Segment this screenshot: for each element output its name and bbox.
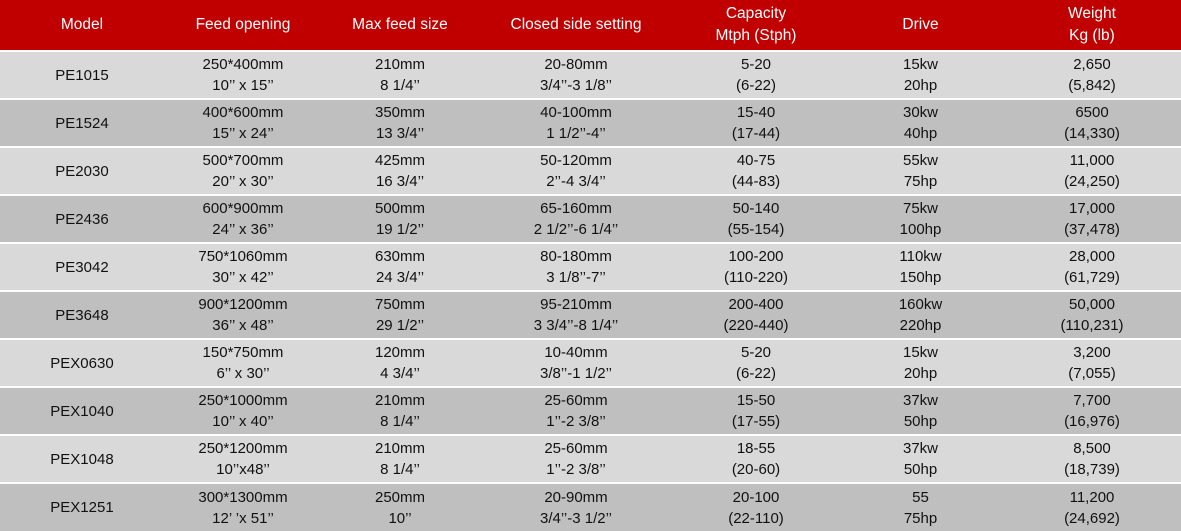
cell-feed-opening-feed-mm: 250*1000mm bbox=[198, 392, 288, 409]
cell-max-feed-size bbox=[322, 195, 478, 243]
cell-weight-weight-lb: (61,729) bbox=[1064, 269, 1120, 286]
header-row bbox=[0, 0, 1181, 51]
cell-max-feed-size bbox=[322, 243, 478, 291]
cell-max-feed-size bbox=[322, 435, 478, 483]
cell-max-feed-size bbox=[322, 339, 478, 387]
cell-drive bbox=[838, 291, 1003, 339]
cell-drive bbox=[838, 99, 1003, 147]
header-capacity-line1: Capacity bbox=[725, 5, 787, 22]
cell-drive bbox=[838, 243, 1003, 291]
cell-weight-weight-kg: 11,000 bbox=[1069, 152, 1115, 169]
cell-closed-side-setting bbox=[478, 483, 674, 531]
cell-drive-drive-kw: 55 bbox=[912, 488, 929, 506]
cell-feed-opening-feed-in: 15’’ x 24’’ bbox=[212, 125, 274, 142]
cell-feed-opening-feed-in: 10’’ x 40’’ bbox=[212, 413, 274, 430]
cell-drive bbox=[838, 147, 1003, 195]
cell-feed-opening-feed-mm: 900*1200mm bbox=[198, 296, 288, 313]
header-capacity bbox=[674, 0, 838, 51]
cell-feed-opening bbox=[164, 291, 322, 339]
cell-capacity-cap-st: (20-60) bbox=[731, 461, 781, 478]
cell-max-feed-size bbox=[322, 147, 478, 195]
cell-model bbox=[0, 147, 164, 195]
cell-max-feed-size-max-in: 4 3/4’’ bbox=[380, 365, 420, 382]
header-capacity-line2: Mtph (Stph) bbox=[715, 27, 797, 44]
cell-weight-weight-kg: 7,700 bbox=[1073, 392, 1111, 409]
cell-weight-weight-kg: 28,000 bbox=[1069, 248, 1115, 265]
cell-feed-opening-feed-mm: 300*1300mm bbox=[198, 488, 288, 506]
cell-closed-side-setting-css-in: 3 1/8’’-7’’ bbox=[546, 269, 606, 286]
cell-feed-opening-feed-mm: 150*750mm bbox=[202, 344, 284, 361]
cell-max-feed-size bbox=[322, 99, 478, 147]
cell-drive bbox=[838, 387, 1003, 435]
cell-closed-side-setting bbox=[478, 435, 674, 483]
cell-drive-drive-hp: 50hp bbox=[903, 413, 938, 430]
cell-model-model: PE3042 bbox=[55, 258, 109, 276]
cell-closed-side-setting-css-in: 2 1/2’’-6 1/4’’ bbox=[533, 221, 619, 238]
cell-drive-drive-kw: 55kw bbox=[902, 152, 939, 169]
cell-max-feed-size bbox=[322, 51, 478, 99]
table-body bbox=[0, 51, 1181, 531]
cell-feed-opening bbox=[164, 147, 322, 195]
cell-weight-weight-kg: 8,500 bbox=[1073, 440, 1111, 457]
cell-max-feed-size-max-mm: 210mm bbox=[374, 440, 426, 457]
cell-max-feed-size-max-mm: 425mm bbox=[374, 152, 426, 169]
table-row bbox=[0, 387, 1181, 435]
cell-max-feed-size-max-in: 10’’ bbox=[388, 509, 412, 527]
cell-capacity-cap-mt: 5-20 bbox=[740, 56, 772, 73]
cell-drive-drive-hp: 75hp bbox=[903, 173, 938, 190]
cell-capacity-cap-mt: 15-40 bbox=[736, 104, 776, 121]
cell-model-model: PEX0630 bbox=[50, 354, 114, 372]
cell-feed-opening-feed-mm: 600*900mm bbox=[202, 200, 284, 217]
cell-closed-side-setting-css-mm: 40-100mm bbox=[540, 104, 612, 121]
cell-model-model: PE3648 bbox=[55, 306, 109, 324]
header-max-feed-size: Max feed size bbox=[322, 0, 478, 51]
cell-drive-drive-kw: 30kw bbox=[902, 104, 939, 121]
cell-drive-drive-kw: 15kw bbox=[902, 56, 939, 73]
cell-weight bbox=[1003, 435, 1181, 483]
cell-drive-drive-hp: 20hp bbox=[903, 365, 938, 382]
cell-drive-drive-kw: 15kw bbox=[902, 344, 939, 361]
cell-max-feed-size-max-in: 13 3/4’’ bbox=[375, 125, 425, 142]
cell-max-feed-size-max-in: 16 3/4’’ bbox=[375, 173, 425, 190]
cell-drive bbox=[838, 339, 1003, 387]
cell-weight-weight-lb: (5,842) bbox=[1068, 77, 1116, 94]
cell-model-model: PE2030 bbox=[55, 162, 109, 180]
cell-weight-weight-lb: (7,055) bbox=[1068, 365, 1116, 382]
cell-weight-weight-lb: (14,330) bbox=[1064, 125, 1120, 142]
cell-feed-opening-feed-in: 36’’ x 48’’ bbox=[212, 317, 274, 334]
cell-feed-opening-feed-in: 10’’ x 15’’ bbox=[212, 77, 274, 94]
cell-capacity bbox=[674, 435, 838, 483]
cell-capacity-cap-st: (6-22) bbox=[735, 77, 776, 94]
cell-feed-opening-feed-in: 20’’ x 30’’ bbox=[212, 173, 274, 190]
cell-model-model: PEX1048 bbox=[50, 450, 114, 468]
cell-closed-side-setting-css-mm: 20-90mm bbox=[544, 488, 608, 506]
cell-weight bbox=[1003, 99, 1181, 147]
cell-max-feed-size-max-in: 8 1/4’’ bbox=[380, 413, 420, 430]
cell-weight bbox=[1003, 243, 1181, 291]
cell-capacity bbox=[674, 339, 838, 387]
cell-weight bbox=[1003, 483, 1181, 531]
cell-max-feed-size-max-mm: 120mm bbox=[374, 344, 426, 361]
cell-weight bbox=[1003, 195, 1181, 243]
cell-drive bbox=[838, 435, 1003, 483]
cell-feed-opening-feed-in: 10’’x48’’ bbox=[216, 461, 270, 478]
cell-capacity-cap-mt: 15-50 bbox=[736, 392, 776, 409]
cell-max-feed-size-max-mm: 500mm bbox=[374, 200, 426, 217]
cell-drive-drive-hp: 40hp bbox=[903, 125, 938, 142]
cell-weight-weight-kg: 17,000 bbox=[1069, 200, 1115, 217]
cell-model bbox=[0, 99, 164, 147]
cell-weight bbox=[1003, 387, 1181, 435]
cell-capacity bbox=[674, 99, 838, 147]
table-row bbox=[0, 483, 1181, 531]
header-closed-side-setting: Closed side setting bbox=[478, 0, 674, 51]
cell-model bbox=[0, 387, 164, 435]
header-weight-line2: Kg (lb) bbox=[1069, 27, 1115, 44]
cell-capacity bbox=[674, 243, 838, 291]
cell-max-feed-size bbox=[322, 483, 478, 531]
cell-max-feed-size-max-mm: 210mm bbox=[374, 392, 426, 409]
cell-model bbox=[0, 195, 164, 243]
cell-feed-opening-feed-in: 30’’ x 42’’ bbox=[212, 269, 274, 286]
table-row bbox=[0, 339, 1181, 387]
cell-feed-opening bbox=[164, 243, 322, 291]
table-row bbox=[0, 99, 1181, 147]
cell-feed-opening-feed-mm: 750*1060mm bbox=[198, 248, 288, 265]
cell-weight-weight-lb: (24,692) bbox=[1064, 509, 1120, 527]
cell-feed-opening bbox=[164, 51, 322, 99]
cell-closed-side-setting-css-in: 1’’-2 3/8’’ bbox=[546, 413, 606, 430]
cell-capacity bbox=[674, 147, 838, 195]
cell-feed-opening-feed-in: 6’’ x 30’’ bbox=[216, 365, 270, 382]
cell-closed-side-setting-css-mm: 80-180mm bbox=[540, 248, 612, 265]
cell-weight-weight-kg: 50,000 bbox=[1069, 296, 1115, 313]
cell-max-feed-size-max-in: 8 1/4’’ bbox=[380, 77, 420, 94]
cell-weight bbox=[1003, 291, 1181, 339]
cell-weight-weight-kg: 2,650 bbox=[1073, 56, 1111, 73]
cell-closed-side-setting-css-mm: 25-60mm bbox=[544, 440, 608, 457]
cell-feed-opening-feed-mm: 250*400mm bbox=[202, 56, 284, 73]
cell-drive bbox=[838, 483, 1003, 531]
cell-capacity bbox=[674, 387, 838, 435]
cell-max-feed-size-max-mm: 250mm bbox=[374, 488, 426, 506]
cell-closed-side-setting-css-in: 3 3/4’’-8 1/4’’ bbox=[533, 317, 619, 334]
cell-feed-opening bbox=[164, 99, 322, 147]
cell-closed-side-setting bbox=[478, 51, 674, 99]
cell-model-model: PEX1040 bbox=[50, 402, 114, 420]
cell-feed-opening bbox=[164, 339, 322, 387]
cell-capacity-cap-mt: 100-200 bbox=[728, 248, 784, 265]
cell-drive-drive-hp: 50hp bbox=[903, 461, 938, 478]
cell-drive-drive-hp: 75hp bbox=[903, 509, 938, 527]
cell-capacity-cap-mt: 5-20 bbox=[740, 344, 772, 361]
table-row bbox=[0, 291, 1181, 339]
cell-capacity-cap-st: (22-110) bbox=[728, 509, 784, 527]
cell-closed-side-setting-css-mm: 50-120mm bbox=[540, 152, 612, 169]
cell-capacity bbox=[674, 51, 838, 99]
cell-capacity-cap-mt: 18-55 bbox=[736, 440, 776, 457]
cell-closed-side-setting bbox=[478, 99, 674, 147]
cell-feed-opening-feed-mm: 500*700mm bbox=[202, 152, 284, 169]
table-row bbox=[0, 147, 1181, 195]
cell-capacity-cap-st: (6-22) bbox=[735, 365, 776, 382]
header-weight bbox=[1003, 0, 1181, 51]
cell-max-feed-size-max-in: 19 1/2’’ bbox=[375, 221, 425, 238]
cell-weight-weight-lb: (24,250) bbox=[1064, 173, 1120, 190]
table-row bbox=[0, 195, 1181, 243]
cell-model-model: PE1524 bbox=[55, 114, 109, 132]
table-row bbox=[0, 51, 1181, 99]
cell-weight-weight-lb: (110,231) bbox=[1060, 317, 1124, 334]
cell-drive bbox=[838, 195, 1003, 243]
cell-max-feed-size-max-mm: 210mm bbox=[374, 56, 426, 73]
cell-model-model: PE1015 bbox=[55, 66, 109, 84]
cell-drive-drive-kw: 110kw bbox=[899, 248, 942, 265]
cell-closed-side-setting-css-mm: 10-40mm bbox=[544, 344, 608, 361]
cell-drive-drive-kw: 75kw bbox=[902, 200, 939, 217]
cell-closed-side-setting-css-mm: 20-80mm bbox=[544, 56, 608, 73]
cell-closed-side-setting bbox=[478, 147, 674, 195]
header-weight-line1: Weight bbox=[1068, 5, 1116, 22]
cell-closed-side-setting bbox=[478, 339, 674, 387]
cell-model bbox=[0, 339, 164, 387]
cell-capacity bbox=[674, 483, 838, 531]
cell-capacity-cap-st: (220-440) bbox=[723, 317, 789, 334]
header-feed-opening: Feed opening bbox=[164, 0, 322, 51]
cell-capacity bbox=[674, 291, 838, 339]
cell-weight-weight-lb: (37,478) bbox=[1064, 221, 1120, 238]
cell-feed-opening-feed-in: 24’’ x 36’’ bbox=[212, 221, 274, 238]
cell-drive-drive-kw: 37kw bbox=[902, 392, 939, 409]
cell-weight-weight-kg: 6500 bbox=[1075, 104, 1109, 121]
cell-weight bbox=[1003, 147, 1181, 195]
cell-closed-side-setting-css-in: 3/4’’-3 1/2’’ bbox=[540, 509, 612, 527]
cell-closed-side-setting-css-in: 3/4’’-3 1/8’’ bbox=[540, 77, 612, 94]
cell-capacity-cap-mt: 200-400 bbox=[728, 296, 784, 313]
cell-feed-opening bbox=[164, 195, 322, 243]
header-model: Model bbox=[0, 0, 164, 51]
cell-capacity-cap-st: (17-55) bbox=[731, 413, 781, 430]
cell-weight-weight-kg: 11,200 bbox=[1069, 488, 1115, 506]
cell-max-feed-size bbox=[322, 387, 478, 435]
cell-capacity-cap-st: (55-154) bbox=[727, 221, 785, 238]
cell-feed-opening bbox=[164, 435, 322, 483]
cell-closed-side-setting bbox=[478, 291, 674, 339]
cell-closed-side-setting-css-in: 1 1/2’’-4’’ bbox=[546, 125, 606, 142]
cell-drive-drive-kw: 37kw bbox=[902, 440, 939, 457]
cell-model bbox=[0, 435, 164, 483]
table-row bbox=[0, 243, 1181, 291]
cell-weight-weight-lb: (16,976) bbox=[1064, 413, 1120, 430]
cell-feed-opening-feed-mm: 400*600mm bbox=[202, 104, 284, 121]
cell-max-feed-size-max-mm: 350mm bbox=[374, 104, 426, 121]
cell-max-feed-size-max-in: 29 1/2’’ bbox=[375, 317, 425, 334]
cell-model bbox=[0, 243, 164, 291]
cell-drive bbox=[838, 51, 1003, 99]
cell-model-model: PE2436 bbox=[55, 210, 109, 228]
cell-model bbox=[0, 483, 164, 531]
cell-model bbox=[0, 291, 164, 339]
cell-closed-side-setting-css-in: 2’’-4 3/4’’ bbox=[546, 173, 606, 190]
cell-closed-side-setting-css-in: 1’’-2 3/8’’ bbox=[546, 461, 606, 478]
cell-weight bbox=[1003, 339, 1181, 387]
cell-max-feed-size-max-in: 24 3/4’’ bbox=[375, 269, 425, 286]
cell-closed-side-setting bbox=[478, 195, 674, 243]
table-row bbox=[0, 435, 1181, 483]
cell-closed-side-setting-css-mm: 95-210mm bbox=[540, 296, 612, 313]
cell-closed-side-setting-css-mm: 65-160mm bbox=[540, 200, 612, 217]
cell-drive-drive-hp: 100hp bbox=[899, 221, 942, 238]
cell-max-feed-size-max-mm: 630mm bbox=[374, 248, 426, 265]
cell-capacity-cap-st: (17-44) bbox=[731, 125, 781, 142]
cell-weight bbox=[1003, 51, 1181, 99]
cell-drive-drive-kw: 160kw bbox=[898, 296, 943, 313]
cell-closed-side-setting-css-in: 3/8’’-1 1/2’’ bbox=[540, 365, 612, 382]
cell-model bbox=[0, 51, 164, 99]
cell-feed-opening bbox=[164, 483, 322, 531]
cell-capacity-cap-st: (44-83) bbox=[731, 173, 781, 190]
cell-closed-side-setting-css-mm: 25-60mm bbox=[544, 392, 608, 409]
cell-max-feed-size-max-mm: 750mm bbox=[374, 296, 426, 313]
cell-model-model: PEX1251 bbox=[50, 499, 114, 516]
cell-capacity-cap-mt: 40-75 bbox=[736, 152, 776, 169]
cell-feed-opening-feed-in: 12’ ’x 51’’ bbox=[212, 509, 274, 527]
cell-max-feed-size bbox=[322, 291, 478, 339]
cell-capacity-cap-mt: 20-100 bbox=[732, 488, 780, 506]
cell-drive-drive-hp: 150hp bbox=[899, 269, 942, 286]
cell-max-feed-size-max-in: 8 1/4’’ bbox=[380, 461, 420, 478]
cell-drive-drive-hp: 20hp bbox=[903, 77, 938, 94]
cell-weight-weight-kg: 3,200 bbox=[1073, 344, 1111, 361]
cell-capacity-cap-st: (110-220) bbox=[724, 269, 788, 286]
header-drive: Drive bbox=[838, 0, 1003, 51]
cell-capacity-cap-mt: 50-140 bbox=[732, 200, 780, 217]
cell-feed-opening-feed-mm: 250*1200mm bbox=[198, 440, 288, 457]
cell-weight-weight-lb: (18,739) bbox=[1064, 461, 1120, 478]
cell-feed-opening bbox=[164, 387, 322, 435]
cell-capacity bbox=[674, 195, 838, 243]
cell-drive-drive-hp: 220hp bbox=[899, 317, 942, 334]
table-header bbox=[0, 0, 1181, 51]
cell-closed-side-setting bbox=[478, 243, 674, 291]
cell-closed-side-setting bbox=[478, 387, 674, 435]
